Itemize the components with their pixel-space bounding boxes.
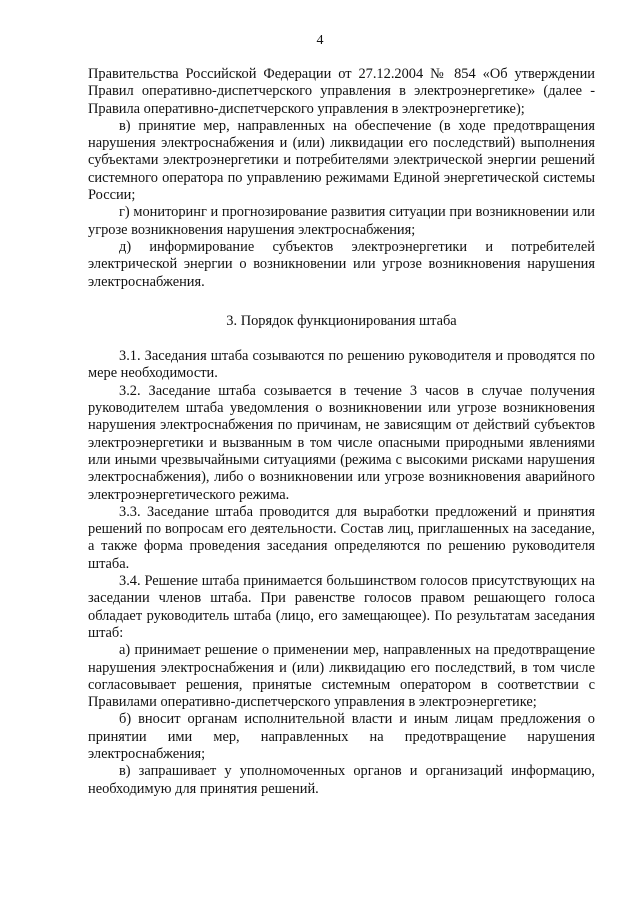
list-item-g: г) мониторинг и прогнозирование развития ситуации при возникновении или угрозе возникновения нарушения электроснабжения; [88, 204, 595, 238]
section-heading: 3. Порядок функционирования штаба [226, 312, 457, 329]
list-item-b: б) вносит органам исполнительной власти и иным лицам предложения о принятии ими мер, направленных на предотвращение нарушения электроснабжения; [88, 711, 595, 762]
clause-3-4: 3.4. Решение штаба принимается большинством голосов присутствующих на заседании членов штаба. При равенстве голосов правом решающего голоса обладает руководитель штаба (лицо, его замещающее). По результатам заседания штаб: [88, 573, 595, 641]
list-item-d: д) информирование субъектов электроэнергетики и потребителей электрической энергии о возникновении или угрозе возникновения нарушения электроснабжения. [88, 238, 595, 290]
list-item-v: в) принятие мер, направленных на обеспечение (в ходе предотвращения нарушения электроснабжения и (или) ликвидации его последствий) выполнения субъектами электроэнергетики и потребителями электрической энергии решений системного оператора по управлению режимами Единой энергетической системы России; [88, 117, 595, 204]
clause-3-3: 3.3. Заседание штаба проводится для выработки предложений и принятия решений по вопросам его деятельности. Состав лиц, приглашенных на заседание, а также форма проведения заседания определяются по решению руководителя штаба. [88, 503, 595, 572]
list-item-v-2: в) запрашивает у уполномоченных органов и организаций информацию, необходимую для принятия решений. [88, 763, 595, 797]
list-item-a: а) принимает решение о применении мер, направленных на предотвращение нарушения электроснабжения и (или) ликвидацию его последствий, в том числе согласовывает решения, принятые системным оператором в соответствии с Правилами оперативно-диспетчерского управления в электроэнергетике; [88, 642, 595, 711]
clause-3-1: 3.1. Заседания штаба созываются по решению руководителя и проводятся по мере необходимости. [88, 348, 595, 382]
document-body [88, 66, 595, 798]
page-number: 4 [316, 33, 324, 48]
clause-3-2: 3.2. Заседание штаба созывается в течение 3 часов в случае получения руководителем штаба уведомления о возникновении или угрозе возникновения нарушения электроснабжения по причинам, не зависящим от действий субъектов электроэнергетики и вызванным в том числе опасными природными явлениями или иными чрезвычайными ситуациями (режима с высокими рисками нарушения электроснабжения), либо о возникновении или угрозе возникновения аварийного электроэнергетического режима. [88, 382, 595, 503]
paragraph-continuation: Правительства Российской Федерации от 27.12.2004 № 854 «Об утверждении Правил оперативно-диспетчерского управления в электроэнергетике» (далее - Правила оперативно-диспетчерского управления в электроэнергетике); [88, 66, 595, 117]
